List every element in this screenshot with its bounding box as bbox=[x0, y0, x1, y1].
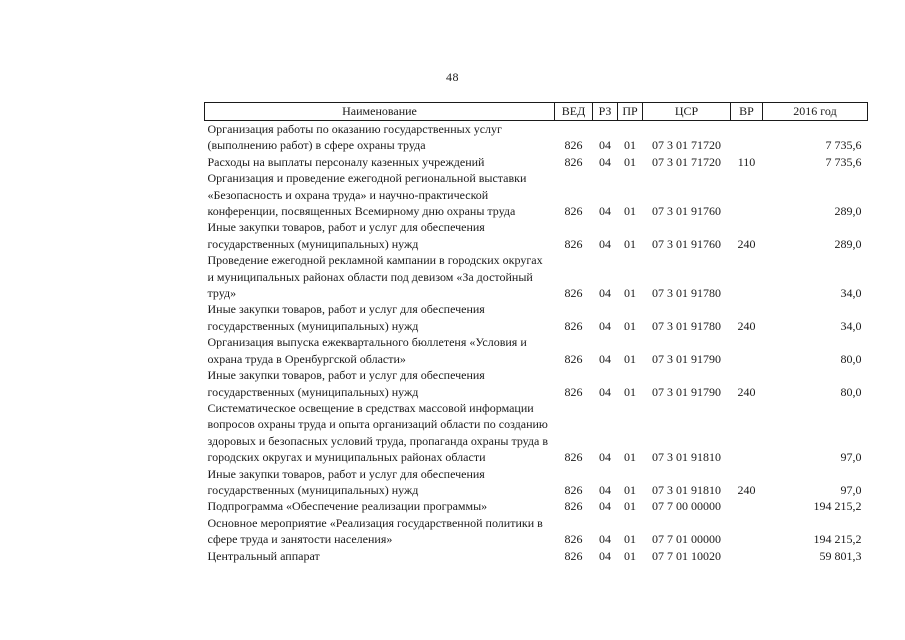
table-body bbox=[205, 121, 868, 564]
table-row bbox=[205, 170, 868, 219]
cell-pr: 01 bbox=[624, 286, 636, 301]
cell-rz: 04 bbox=[599, 351, 611, 366]
cell-name: Организация работы по оказанию государственных услуг (выполнению работ) в сфере охраны труда bbox=[207, 122, 502, 153]
cell-sum: 7 735,6 bbox=[825, 154, 862, 169]
cell-rz: 04 bbox=[599, 138, 611, 153]
cell-name: Иные закупки товаров, работ и услуг для обеспечения государственных (муниципальных) нужд bbox=[207, 368, 485, 399]
cell-csr: 07 3 01 91790 bbox=[652, 351, 721, 366]
cell-pr: 01 bbox=[624, 204, 636, 219]
cell-csr: 07 7 01 00000 bbox=[652, 532, 721, 547]
cell-ved: 826 bbox=[564, 548, 583, 563]
cell-csr: 07 3 01 91780 bbox=[652, 286, 721, 301]
cell-pr: 01 bbox=[624, 351, 636, 366]
cell-vr bbox=[731, 498, 763, 514]
cell-rz: 04 bbox=[599, 450, 611, 465]
cell-pr: 01 bbox=[624, 384, 636, 399]
cell-sum: 97,0 bbox=[840, 450, 862, 465]
cell-name: Организация и проведение ежегодной региональной выставки «Безопасность и охрана труда» и научно-практической конференции, посвященных Всемирному дню охраны труда bbox=[207, 171, 527, 219]
cell-ved: 826 bbox=[564, 154, 583, 169]
cell-ved: 826 bbox=[564, 384, 583, 399]
cell-rz: 04 bbox=[599, 318, 611, 333]
cell-name: Организация выпуска ежеквартального бюллетеня «Условия и охрана труда в Оренбургской области» bbox=[207, 335, 527, 366]
table-row bbox=[205, 498, 868, 514]
table-row bbox=[205, 154, 868, 170]
cell-vr: 240 bbox=[737, 482, 756, 497]
cell-vr bbox=[731, 121, 763, 154]
table-row bbox=[205, 400, 868, 466]
cell-ved: 826 bbox=[564, 318, 583, 333]
table-row bbox=[205, 515, 868, 548]
cell-vr bbox=[731, 548, 763, 564]
table-row bbox=[205, 121, 868, 154]
cell-ved: 826 bbox=[564, 236, 583, 251]
cell-csr: 07 3 01 91780 bbox=[652, 318, 721, 333]
cell-sum: 194 215,2 bbox=[813, 532, 862, 547]
cell-ved: 826 bbox=[564, 482, 583, 497]
page-number: 48 bbox=[446, 70, 459, 84]
cell-ved: 826 bbox=[564, 532, 583, 547]
cell-pr: 01 bbox=[624, 532, 636, 547]
cell-pr: 01 bbox=[624, 548, 636, 563]
cell-csr: 07 7 00 00000 bbox=[652, 499, 721, 514]
cell-vr bbox=[731, 400, 763, 466]
table-row bbox=[205, 466, 868, 499]
cell-pr: 01 bbox=[624, 154, 636, 169]
cell-sum: 289,0 bbox=[834, 204, 862, 219]
header-csr: ЦСР bbox=[643, 103, 731, 121]
cell-csr: 07 3 01 91790 bbox=[652, 384, 721, 399]
cell-pr: 01 bbox=[624, 318, 636, 333]
table-row bbox=[205, 367, 868, 400]
cell-ved: 826 bbox=[564, 204, 583, 219]
cell-name: Систематическое освещение в средствах массовой информации вопросов охраны труда и опыта организаций области по созданию здоровых и безопасных условий труда, пропаганда охраны труда в городских округах и муниципальных районах области bbox=[207, 400, 549, 465]
cell-rz: 04 bbox=[599, 204, 611, 219]
budget-table bbox=[204, 102, 868, 564]
cell-vr: 110 bbox=[737, 154, 756, 169]
cell-ved: 826 bbox=[564, 351, 583, 366]
cell-sum: 289,0 bbox=[834, 236, 862, 251]
cell-ved: 826 bbox=[564, 450, 583, 465]
cell-vr: 240 bbox=[737, 318, 756, 333]
cell-pr: 01 bbox=[624, 236, 636, 251]
header-rz: РЗ bbox=[593, 103, 618, 121]
table-row bbox=[205, 219, 868, 252]
cell-name: Основное мероприятие «Реализация государственной политики в сфере труда и занятости населения» bbox=[207, 515, 543, 547]
cell-name: Расходы на выплаты персоналу казенных учреждений bbox=[207, 154, 485, 169]
header-ved: ВЕД bbox=[555, 103, 593, 121]
cell-sum: 59 801,3 bbox=[819, 548, 862, 563]
header-vr: ВР bbox=[731, 103, 763, 121]
cell-rz: 04 bbox=[599, 286, 611, 301]
cell-vr: 240 bbox=[737, 236, 756, 251]
table-row bbox=[205, 334, 868, 367]
cell-sum: 80,0 bbox=[840, 384, 862, 399]
cell-vr bbox=[731, 170, 763, 219]
header-name: Наименование bbox=[205, 103, 555, 121]
table-row bbox=[205, 548, 868, 564]
cell-pr: 01 bbox=[624, 138, 636, 153]
cell-name: Иные закупки товаров, работ и услуг для обеспечения государственных (муниципальных) нужд bbox=[207, 302, 485, 333]
cell-name: Иные закупки товаров, работ и услуг для обеспечения государственных (муниципальных) нужд bbox=[207, 220, 485, 251]
cell-sum: 34,0 bbox=[840, 286, 862, 301]
cell-pr: 01 bbox=[624, 499, 636, 514]
cell-sum: 194 215,2 bbox=[813, 499, 862, 514]
cell-rz: 04 bbox=[599, 154, 611, 169]
cell-name: Подпрограмма «Обеспечение реализации программы» bbox=[207, 499, 488, 514]
cell-ved: 826 bbox=[564, 499, 583, 514]
cell-sum: 97,0 bbox=[840, 482, 862, 497]
cell-vr bbox=[731, 334, 763, 367]
table-row bbox=[205, 252, 868, 301]
table-row bbox=[205, 301, 868, 334]
cell-vr bbox=[731, 515, 763, 548]
cell-csr: 07 3 01 91760 bbox=[652, 204, 721, 219]
cell-csr: 07 3 01 91760 bbox=[652, 236, 721, 251]
cell-csr: 07 7 01 10020 bbox=[652, 548, 721, 563]
cell-rz: 04 bbox=[599, 384, 611, 399]
cell-csr: 07 3 01 71720 bbox=[652, 138, 721, 153]
cell-ved: 826 bbox=[564, 138, 583, 153]
cell-rz: 04 bbox=[599, 236, 611, 251]
cell-vr: 240 bbox=[737, 384, 756, 399]
cell-sum: 7 735,6 bbox=[825, 138, 862, 153]
header-sum: 2016 год bbox=[763, 103, 868, 121]
cell-sum: 34,0 bbox=[840, 318, 862, 333]
cell-pr: 01 bbox=[624, 450, 636, 465]
cell-rz: 04 bbox=[599, 499, 611, 514]
cell-rz: 04 bbox=[599, 482, 611, 497]
cell-vr bbox=[731, 252, 763, 301]
cell-sum: 80,0 bbox=[840, 351, 862, 366]
table-header bbox=[205, 103, 868, 121]
cell-pr: 01 bbox=[624, 482, 636, 497]
cell-ved: 826 bbox=[564, 286, 583, 301]
cell-name: Проведение ежегодной рекламной кампании в городских округах и муниципальных районах области под девизом «За достойный труд» bbox=[207, 253, 543, 301]
cell-name: Иные закупки товаров, работ и услуг для обеспечения государственных (муниципальных) нужд bbox=[207, 466, 485, 497]
cell-name: Центральный аппарат bbox=[207, 548, 320, 563]
cell-csr: 07 3 01 91810 bbox=[652, 450, 721, 465]
header-row bbox=[205, 103, 868, 121]
header-pr: ПР bbox=[618, 103, 643, 121]
cell-rz: 04 bbox=[599, 532, 611, 547]
cell-rz: 04 bbox=[599, 548, 611, 563]
cell-csr: 07 3 01 91810 bbox=[652, 482, 721, 497]
cell-csr: 07 3 01 71720 bbox=[652, 154, 721, 169]
